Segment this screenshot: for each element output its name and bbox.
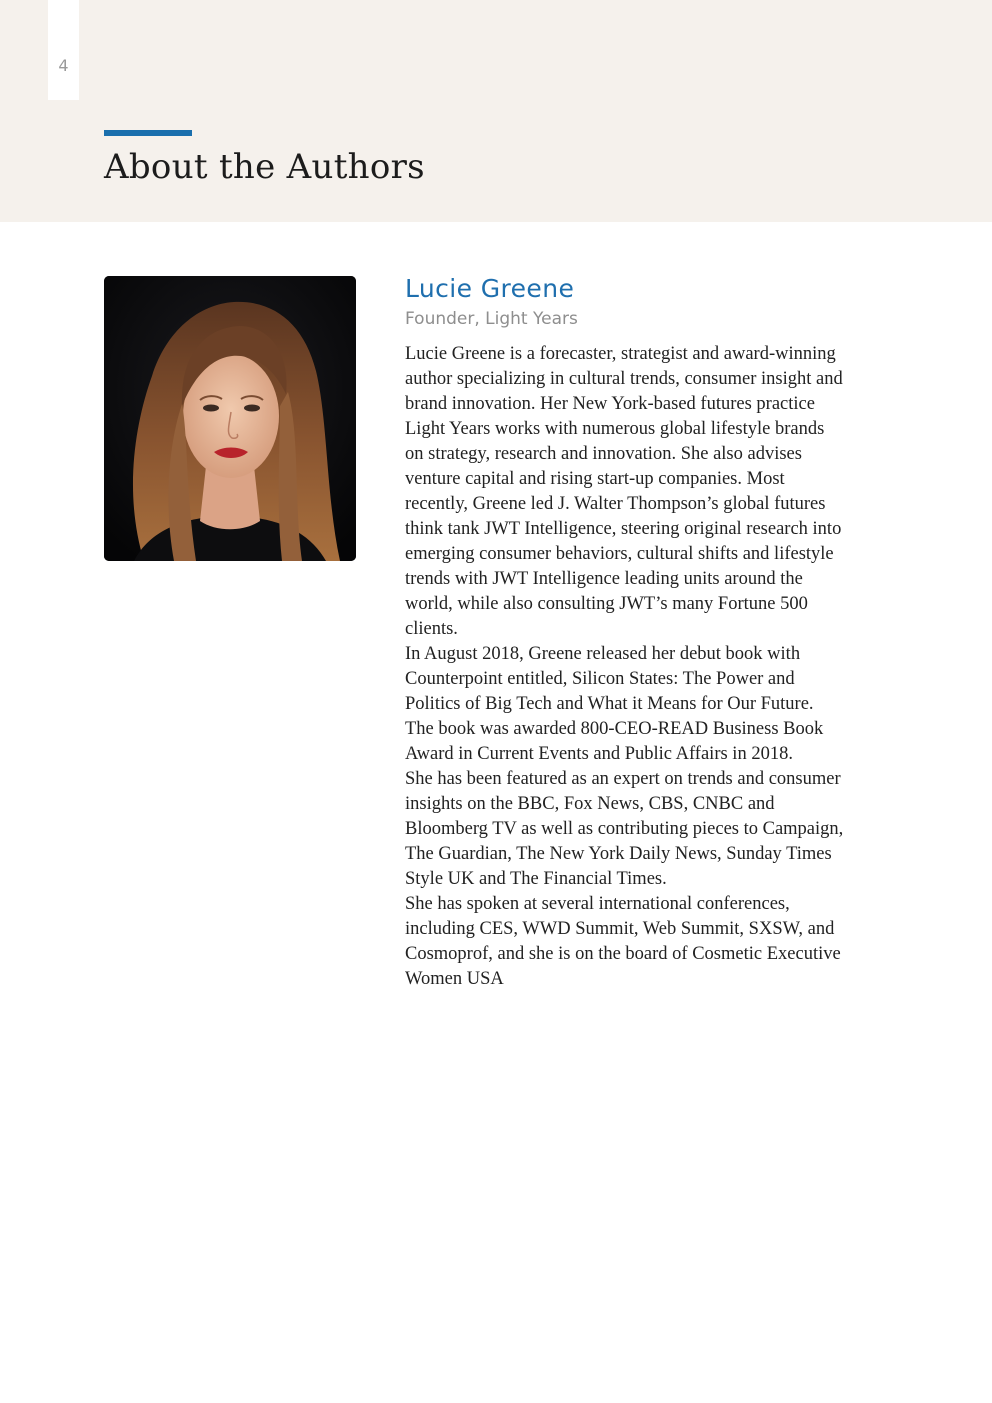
bio-paragraph: Lucie Greene is a forecaster, strategist and award-winning author specializing in cultural trends, consumer insight and brand innovation. Her New York-based futures practice Light Years works with numerous global lifestyle brands on strategy, research and innovation. She also advises venture capital and rising start-up companies. Most recently, Greene led J. Walter Thompson’s global futures think tank JWT Intelligence, steering original research into emerging consumer behaviors, cultural shifts and lifestyle trends with JWT Intelligence leading units around the world, while also consulting JWT’s many Fortune 500 clients. (405, 344, 843, 639)
page-title: About the Authors (104, 147, 425, 187)
bio-paragraph: She has been featured as an expert on trends and consumer insights on the BBC, Fox News, CBS, CNBC and Bloomberg TV as well as contributing pieces to Campaign, The Guardian, The New York Daily News, Sunday Times Style UK and The Financial Times. (405, 769, 844, 889)
author-bio (405, 342, 845, 992)
author-role: Founder, Light Years (405, 309, 578, 329)
author-portrait (104, 276, 356, 561)
bio-paragraph: She has spoken at several international conferences, including CES, WWD Summit, Web Summit, SXSW, and Cosmoprof, and she is on the board of Cosmetic Executive Women USA (405, 894, 841, 989)
page-number: 4 (58, 56, 69, 75)
bio-paragraph: In August 2018, Greene released her debut book with Counterpoint entitled, Silicon States: The Power and Politics of Big Tech and What it Means for Our Future. The book was awarded 800-CEO-READ Business Book Award in Current Events and Public Affairs in 2018. (405, 644, 824, 764)
page-number-tab (48, 0, 79, 100)
portrait-image (104, 276, 356, 561)
title-accent-rule (104, 130, 192, 136)
author-name: Lucie Greene (405, 274, 575, 303)
